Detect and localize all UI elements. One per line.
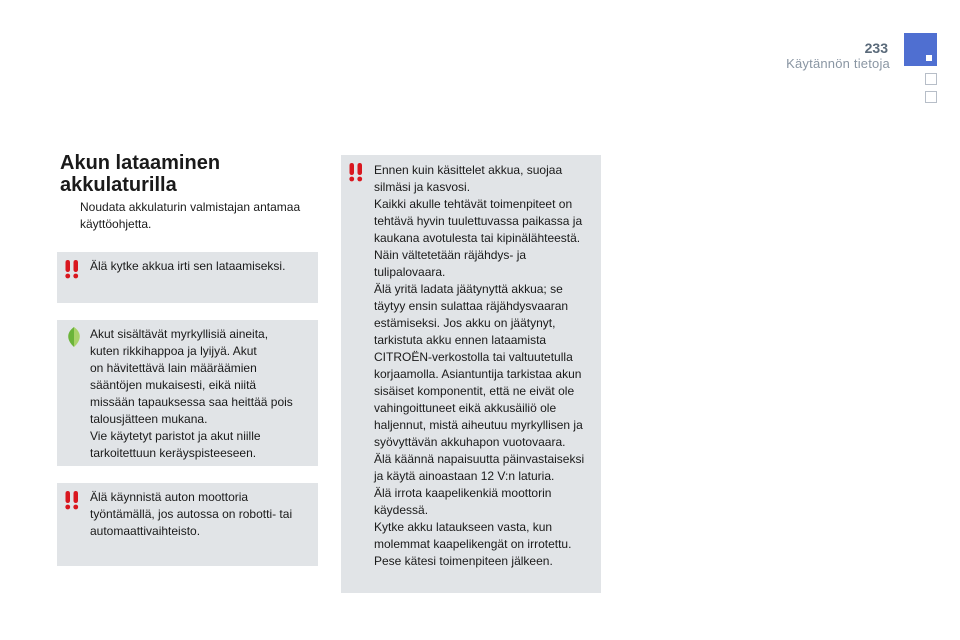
chapter-tab-empty [925, 91, 937, 103]
text-line: Pese kätesi toimenpiteen jälkeen. [374, 554, 553, 568]
exclamation-warning-icon [64, 489, 84, 511]
eco-info-box [57, 320, 318, 466]
page-number: 233 [864, 40, 888, 56]
chapter-tab-empty [925, 73, 937, 85]
text-line: täytyy ensin sulattaa räjähdysvaaran [374, 299, 569, 313]
text-line: tarkoitettuun keräyspisteeseen. [90, 446, 257, 460]
text-line: Näin vältetetään räjähdys- ja [374, 248, 527, 262]
page-title-line: Akun lataaminen [60, 152, 221, 174]
text-line: vahingoittuneet eikä akkusäiliö ole [374, 401, 557, 415]
text-line: on hävitettävä lain määräämien [90, 361, 257, 375]
instruction-item [60, 199, 320, 233]
page-title [60, 152, 280, 196]
warning-text [90, 489, 312, 540]
text-line: Älä irrota kaapelikenkiä moottorin [374, 486, 552, 500]
text-line: silmäsi ja kasvosi. [374, 180, 471, 194]
text-line: molemmat kaapelikengät on irrotettu. [374, 537, 572, 551]
chapter-tab-active [904, 33, 937, 66]
text-line: työntämällä, jos autossa on robotti- tai [90, 507, 293, 521]
eco-text [90, 326, 312, 462]
text-line: syövyttävän akkuhapon vuotovaara. [374, 435, 566, 449]
text-line: Älä kytke akkua irti sen lataamiseksi. [90, 259, 286, 273]
text-line: sisäiset komponentit, että ne eivät ole [374, 384, 575, 398]
warning-box [57, 252, 318, 303]
text-line: käydessä. [374, 503, 429, 517]
text-line: tehtävä hyvin tuulettuvassa paikassa ja [374, 214, 583, 228]
text-line: ja käytä ainoastaan 12 V:n laturia. [374, 469, 555, 483]
text-line: estämiseksi. Jos akku on jäätynyt, [374, 316, 556, 330]
text-line: Älä käynnistä auton moottoria [90, 490, 249, 504]
text-line: Kytke akku lataukseen vasta, kun [374, 520, 553, 534]
text-line: Älä käännä napaisuutta päinvastaiseksi [374, 452, 585, 466]
instruction-text: Noudata akkulaturin valmistajan antamaa käyttöohjetta. [80, 200, 301, 231]
page-title-line: akkulaturilla [60, 174, 177, 196]
text-line: talousjätteen mukana. [90, 412, 208, 426]
text-line: haljennut, mistä aiheutuu myrkyllisen ja [374, 418, 583, 432]
text-line: Vie käytetyt paristot ja akut niille [90, 429, 261, 443]
text-line: kuten rikkihappoa ja lyijyä. Akut [90, 344, 257, 358]
text-line: sääntöjen mukaisesti, eikä niitä [90, 378, 257, 392]
text-line: CITROËN-verkostolla tai valtuutetulla [374, 350, 573, 364]
warning-box [341, 155, 601, 593]
text-line: Akut sisältävät myrkyllisiä aineita, [90, 327, 269, 341]
text-line: automaattivaihteisto. [90, 524, 201, 538]
text-line: Älä yritä ladata jäätynyttä akkua; se [374, 282, 563, 296]
eco-leaf-icon [64, 326, 84, 348]
text-line: tarkistuta akku ennen lataamista [374, 333, 547, 347]
warning-text [374, 162, 595, 570]
chapter-tab-marker [926, 55, 932, 61]
warning-box [57, 483, 318, 566]
section-title: Käytännön tietoja [786, 56, 890, 71]
text-line: missään tapauksessa saa heittää pois [90, 395, 293, 409]
text-line: Ennen kuin käsittelet akkua, suojaa [374, 163, 563, 177]
warning-text [90, 258, 312, 275]
text-line: korjaamolla. Asiantuntija tarkistaa akun [374, 367, 582, 381]
exclamation-warning-icon [348, 161, 368, 183]
text-line: kaukana avotulesta tai kipinälähteestä. [374, 231, 581, 245]
text-line: Kaikki akulle tehtävät toimenpiteet on [374, 197, 573, 211]
text-line: tulipalovaara. [374, 265, 446, 279]
exclamation-warning-icon [64, 258, 84, 280]
